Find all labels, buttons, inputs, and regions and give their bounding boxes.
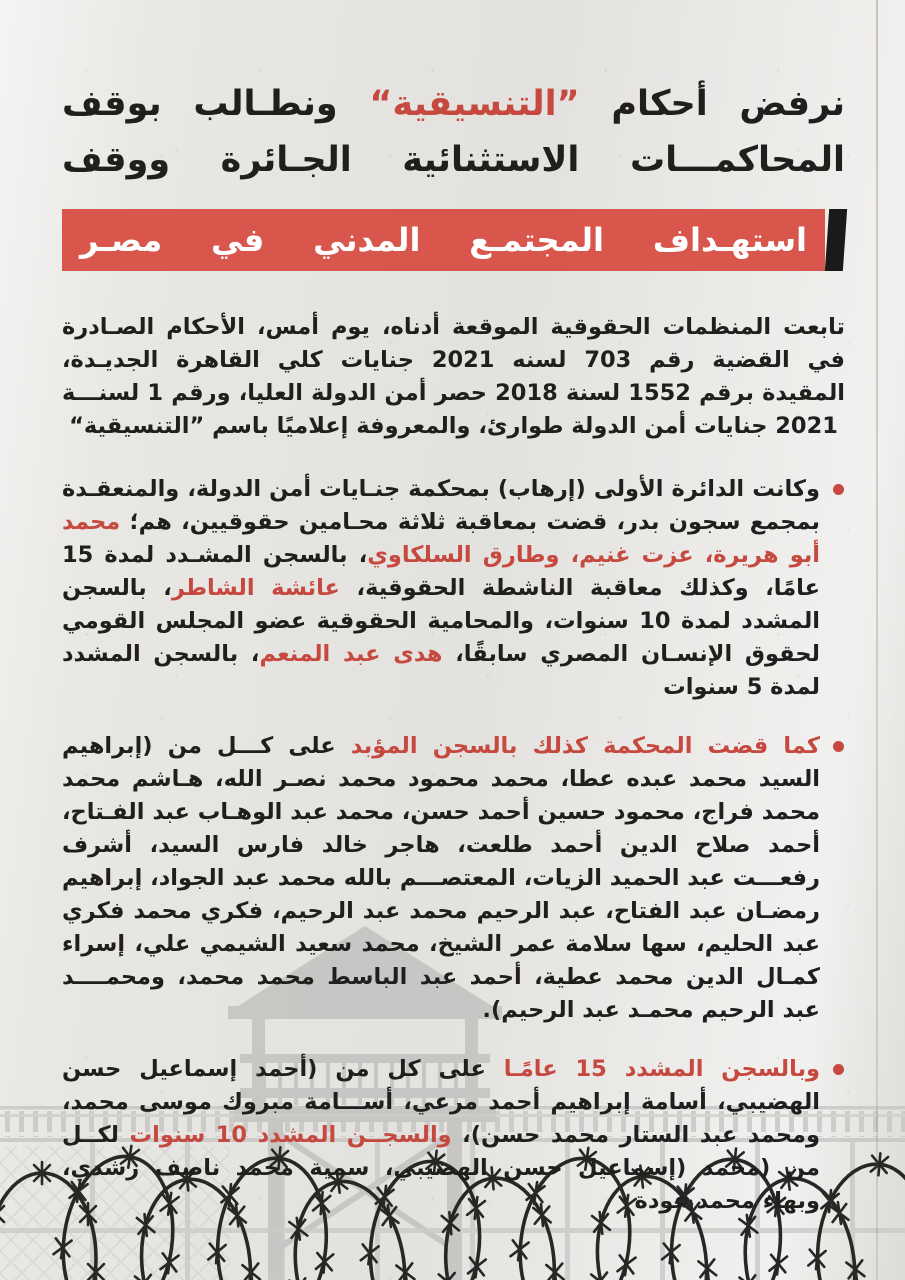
emphasis-red-text: وبالسجن المشدد 15 عامًـا (503, 1056, 820, 1082)
list-item-text (62, 1056, 820, 1214)
body-text: ، بالسجن المشدد لمدة 5 سنوات (62, 641, 820, 700)
body-text: ، بالسجن المشـدد لمدة 15 عامًا، وكذلك معاقبة الناشطة الحقوقية، (62, 542, 820, 601)
emphasis-red-text: ”التنسيقية“ (369, 84, 580, 124)
emphasis-red-text: والسجــن المشدد 10 سنوات (129, 1122, 452, 1148)
banner-black-bar (825, 209, 847, 271)
list-item-life-sentences (62, 730, 845, 1027)
banner-text: استهـداف المجتمـع المدني في مصـر (80, 221, 807, 259)
title-line-1 (62, 76, 845, 132)
list-item-text (62, 476, 820, 700)
body-text: ونطـالب بوقف (62, 84, 370, 124)
bullet-dot-icon (833, 1064, 844, 1075)
emphasis-red-text: كما قضت المحكمة كذلك بالسجن المؤبد (350, 733, 820, 759)
verdicts-list (62, 473, 845, 1218)
bullet-dot-icon (833, 484, 844, 495)
banner-red-body (62, 209, 825, 271)
body-text: نرفض أحكام (579, 84, 845, 124)
intro-paragraph: تابعت المنظمات الحقوقية الموقعة أدناه، يوم أمس، الأحكام الصـادرة في القضية رقم 703 لسنه 2021 جنايات كلي القاهرة الجديـدة، المقيدة برقم 1552 لسنة 2018 حصر أمن الدولة العليا، ورقم 1 لسنـــة 2021 جنايات أمن الدولة طوارئ، والمعروفة إعلاميًا باسم ”التنسيقية“ (62, 314, 846, 439)
body-text: المحاكمـــات الاستثنائية الجـائرة ووقف (62, 140, 845, 180)
list-item-aggravated-sentences (62, 1053, 845, 1218)
body-text: وكانت الدائرة الأولى (إرهاب) بمحكمة جنـايات أمن الدولة، والمنعقـدة بمجمع سجون بدر، قضت بمعاقبة ثلاثة محـامين حقوقيين، هم؛ (62, 476, 820, 535)
body-text: على كل من (أحمد إسماعيل حسن الهضيبي، أسامة إبراهيم أحمد مرعي، أســـامة مبروك موسى محمد، ومحمد عبد الستار محمد حسن)، (62, 1056, 820, 1148)
body-text: على كـــل من (إبراهيم السيد محمد عبده عطا، محمد محمود محمد نصـر الله، هـاشم محمد محمد فراج، محمود حسين أحمد حسن، محمد عبد الوهـاب عبد الفـتاح، أحمد صلاح الدين أحمد طلعت، هاجر خالد فارس السيد، أشرف رفعـــت عبد الحميد الزيات، المعتصـــم بالله محمد عبد الجواد، إبراهيم رمضـان عبد الفتاح، عبد الرحيم محمد عبد الرحيم، فكري محمد فكري عبد الحليم، سها سلامة عمر الشيخ، محمد سعيد الشيمي علي، إسراء كمـال الدين محمد عطية، أحمد عبد الباسط محمد محمد، ومحمــــد عبد الرحيم محمـد عبد الرحيم). (62, 733, 820, 1023)
list-item-lawyers-verdict (62, 473, 845, 704)
emphasis-red-text: محمد أبو هريرة، عزت غنيم، وطارق السلكاوي (62, 509, 820, 568)
body-text: لكــل من (محمد (إسماعيل حسن الهضيبي، سمية محمد ناصف رشدي، وبهاء محمد عودة (62, 1122, 820, 1214)
bullet-dot-icon (833, 741, 844, 752)
paper-fold-line (876, 0, 878, 1280)
emphasis-red-text: عائشة الشاطر (171, 575, 340, 601)
headline-banner (62, 209, 845, 271)
statement-content (62, 0, 845, 1244)
body-text: ، بالسجن المشدد لمدة 10 سنوات، والمحامية الحقوقية عضو المجلس القومي لحقوق الإنسـان المصري سابقًا، (62, 575, 820, 667)
emphasis-red-text: هدى عبد المنعم (259, 641, 443, 667)
list-item-text (62, 733, 820, 1023)
page-title (62, 76, 845, 188)
title-line-2 (62, 132, 845, 188)
